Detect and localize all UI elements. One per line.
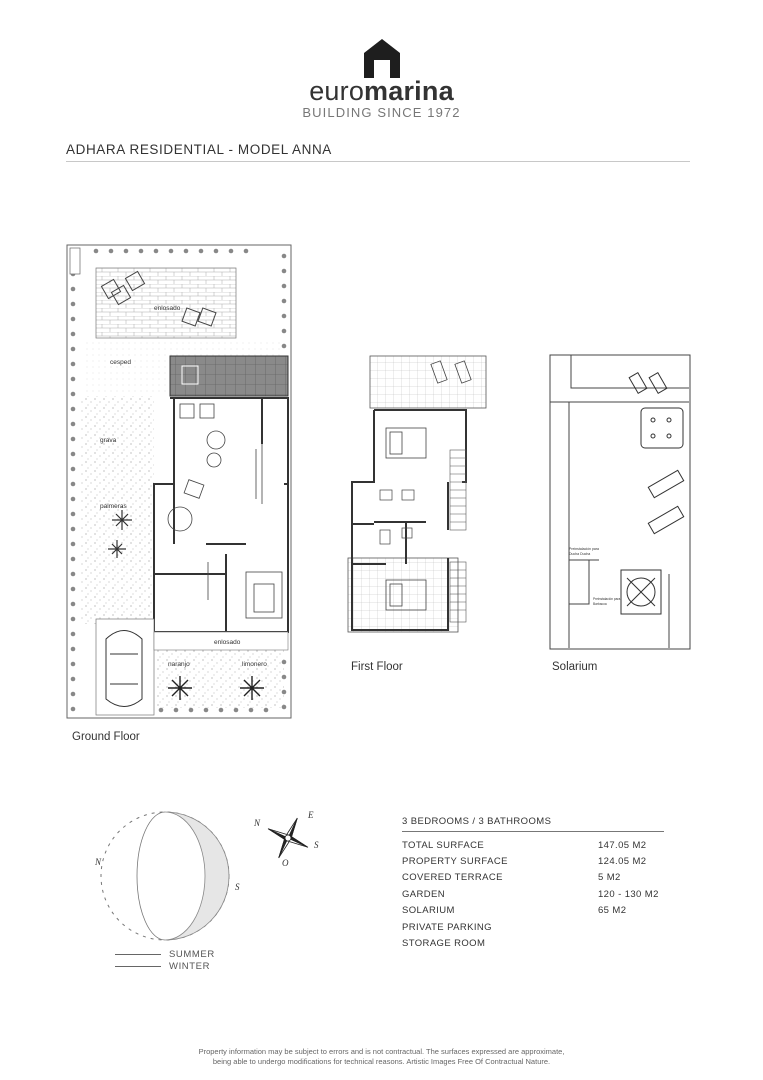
disclaimer-line-2: being able to undergo modifications for technical reasons. Artistic Images Free Of Contractual Nature.	[212, 1057, 551, 1066]
solarium-outline	[550, 355, 690, 649]
ground-floor-label: Ground Floor	[72, 731, 140, 743]
shower-note-2: Ducha Ducha	[569, 552, 591, 556]
spec-value: 124.05 M2	[598, 856, 647, 868]
label-grava: grava	[100, 437, 117, 444]
title-divider	[66, 161, 690, 162]
ground-floor-plan	[66, 244, 292, 720]
brand-tagline: BUILDING SINCE 1972	[302, 105, 461, 120]
spec-value: 147.05 M2	[598, 839, 647, 851]
brand-logo	[0, 38, 763, 120]
spec-table	[402, 816, 664, 952]
spec-value: 5 M2	[598, 872, 621, 884]
spec-label: STORAGE ROOM	[402, 938, 486, 950]
label-palmeras: palmeras	[100, 503, 127, 510]
legend-summer-line	[115, 954, 161, 955]
label-limonero: limonero	[242, 661, 267, 668]
spec-label: COVERED TERRACE	[402, 872, 503, 884]
front-terrace	[370, 356, 486, 408]
spec-row	[402, 853, 664, 869]
spec-heading: 3 BEDROOMS / 3 BATHROOMS	[402, 816, 664, 832]
spec-label: PROPERTY SURFACE	[402, 856, 508, 868]
legend-summer	[115, 948, 215, 960]
rear-terrace	[348, 558, 458, 632]
compass-o: O	[282, 858, 289, 868]
spec-label: SOLARIUM	[402, 905, 455, 917]
sun-legend	[115, 948, 215, 972]
compass-rose	[250, 810, 326, 868]
brand-name-bold: marina	[364, 76, 454, 106]
brand-name	[0, 76, 763, 106]
sun-diagram-north: N	[95, 857, 102, 867]
spec-label: PRIVATE PARKING	[402, 921, 492, 933]
disclaimer	[0, 1047, 763, 1067]
bbq-note-2: Barbacoa	[593, 602, 607, 606]
page-title: ADHARA RESIDENTIAL - MODEL ANNA	[66, 142, 332, 157]
bbq-note-1: Preinstalación para	[593, 597, 621, 601]
spec-row	[402, 919, 664, 935]
hot-tub	[641, 408, 683, 448]
legend-winter-line	[115, 966, 161, 967]
legend-winter-label: WINTER	[169, 960, 211, 972]
sun-path-diagram	[95, 810, 245, 946]
spec-row	[402, 837, 664, 853]
front-garden	[154, 650, 284, 708]
spec-value: 65 M2	[598, 905, 627, 917]
brand-name-light: euro	[309, 76, 365, 106]
spec-value: 120 - 130 M2	[598, 888, 659, 900]
spec-label: TOTAL SURFACE	[402, 839, 485, 851]
covered-terrace	[170, 356, 288, 396]
solarium-label: Solarium	[552, 661, 598, 673]
disclaimer-line-1: Property information may be subject to errors and is not contractual. The surfaces expressed are approximate,	[198, 1047, 565, 1056]
legend-summer-label: SUMMER	[169, 948, 215, 960]
sun-diagram-south: S	[235, 882, 240, 892]
label-naranjo: naranjo	[168, 661, 190, 668]
parking-space	[96, 619, 154, 715]
gravel-area	[80, 396, 154, 624]
first-floor-plan	[346, 354, 492, 660]
label-cesped: cesped	[110, 359, 131, 366]
spec-row	[402, 886, 664, 902]
label-enlosado-top: enlosado	[154, 305, 181, 312]
dining-set	[621, 570, 661, 614]
compass-n: N	[254, 818, 261, 828]
first-floor-label: First Floor	[351, 661, 403, 673]
spec-row	[402, 870, 664, 886]
compass-e: E	[308, 810, 314, 820]
shower-note-1: Preinstalación para	[569, 547, 599, 551]
spec-row	[402, 903, 664, 919]
spec-row	[402, 935, 664, 951]
solarium-plan	[549, 354, 691, 650]
legend-winter	[115, 960, 215, 972]
house-logo-icon	[361, 38, 403, 78]
loungers	[629, 373, 684, 534]
label-enlosado-bottom: enlosado	[214, 639, 241, 646]
compass-s: S	[314, 840, 319, 850]
spec-label: GARDEN	[402, 888, 446, 900]
